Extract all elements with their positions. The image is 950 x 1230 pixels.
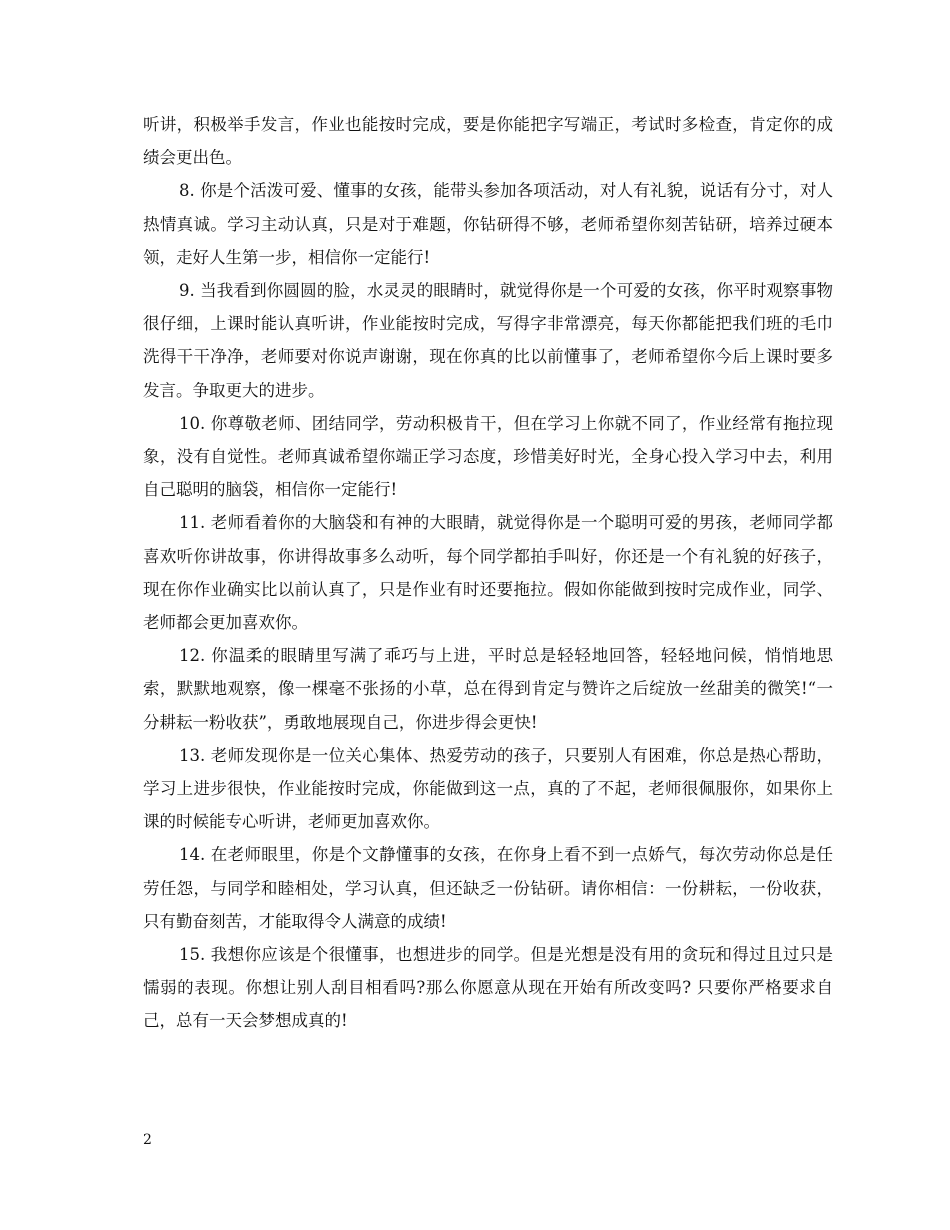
paragraph-item-14: 14. 在老师眼里，你是个文静懂事的女孩，在你身上看不到一点娇气，每次劳动你总是任劳任怨，与同学和睦相处，学习认真，但还缺乏一份钻研。请你相信：一份耕耘，一份收获，只有勤奋刻苦，才能取得令人满意的成绩! xyxy=(143,845,833,931)
paragraph-item-10: 10. 你尊敬老师、团结同学，劳动积极肯干，但在学习上你就不同了，作业经常有拖拉现象，没有自觉性。老师真诚希望你端正学习态度，珍惜美好时光，全身心投入学习中去，利用自己聪明的脑袋，相信你一定能行! xyxy=(143,413,833,500)
page-number: 2 xyxy=(143,1132,152,1148)
paragraph-item-9: 9. 当我看到你圆圆的脸，水灵灵的眼睛时，就觉得你是一个可爱的女孩，你平时观察事物很仔细，上课时能认真听讲，作业能按时完成，写得字非常漂亮，每天你都能把我们班的毛巾洗得干干净净，老师要对你说声谢谢，现在你真的比以前懂事了，老师希望你今后上课时要多发言。争取更大的进步。 xyxy=(143,281,833,400)
document-body xyxy=(143,108,833,1038)
paragraph-item-8: 8. 你是个活泼可爱、懂事的女孩，能带头参加各项活动，对人有礼貌，说话有分寸，对人热情真诚。学习主动认真，只是对于难题，你钻研得不够，老师希望你刻苦钻研，培养过硬本领，走好人生第一步，相信你一定能行! xyxy=(143,181,833,267)
paragraph-item-11: 11. 老师看着你的大脑袋和有神的大眼睛，就觉得你是一个聪明可爱的男孩，老师同学都喜欢听你讲故事，你讲得故事多么动听，每个同学都拍手叫好，你还是一个有礼貌的好孩子，现在你作业确实比以前认真了，只是作业有时还要拖拉。假如你能做到按时完成作业，同学、老师都会更加喜欢你。 xyxy=(143,513,833,633)
paragraph-continuation: 听讲，积极举手发言，作业也能按时完成，要是你能把字写端正，考试时多检查，肯定你的成绩会更出色。 xyxy=(143,115,833,168)
paragraph-item-13: 13. 老师发现你是一位关心集体、热爱劳动的孩子，只要别人有困难，你总是热心帮助，学习上进步很快，作业能按时完成，你能做到这一点，真的了不起，老师很佩服你，如果你上课的时候能专心听讲，老师更加喜欢你。 xyxy=(143,745,833,832)
paragraph-item-12: 12. 你温柔的眼睛里写满了乖巧与上进，平时总是轻轻地回答，轻轻地问候，悄悄地思索，默默地观察，像一棵毫不张扬的小草，总在得到肯定与赞许之后绽放一丝甜美的微笑!“一分耕耘一粉收获”，勇敢地展现自己，你进步得会更快! xyxy=(143,646,833,732)
paragraph-item-15: 15. 我想你应该是个很懂事，也想进步的同学。但是光想是没有用的贪玩和得过且过只是懦弱的表现。你想让别人刮目相看吗?那么你愿意从现在开始有所改变吗? 只要你严格要求自己，总有一天会梦想成真的! xyxy=(143,945,833,1031)
